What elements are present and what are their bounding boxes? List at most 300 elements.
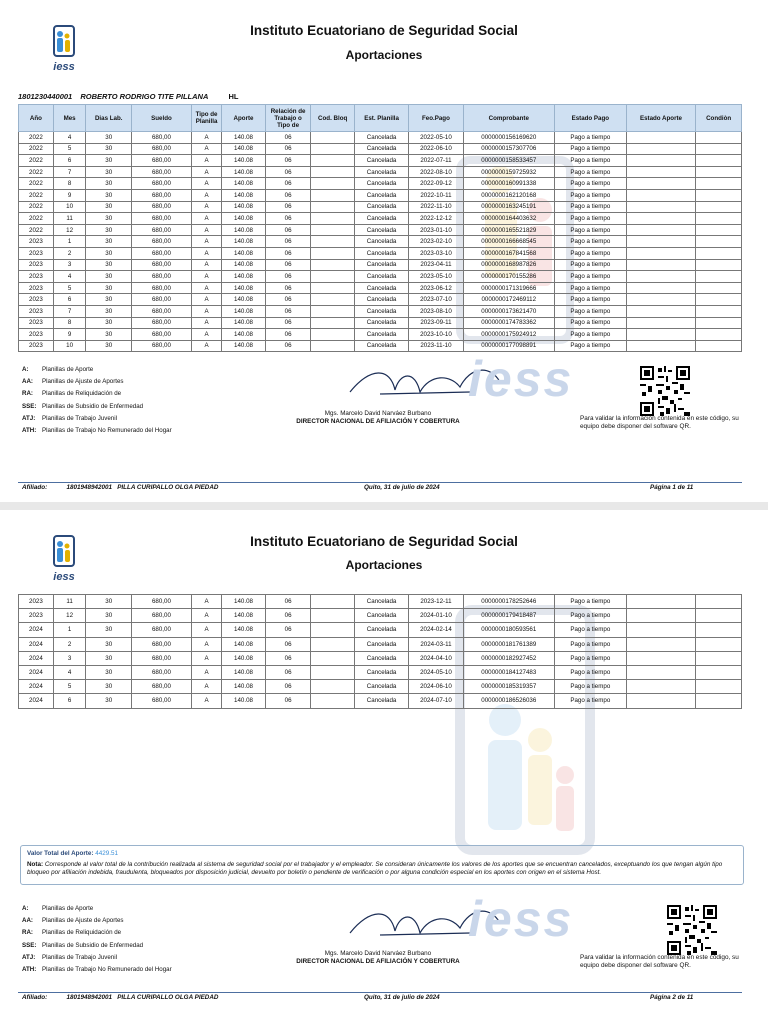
note-text: Corresponde al valor total de la contribución realizada al sistema de seguridad social por el trabajador y el empleador. Se consideran únicamente los valores de los aportes que se encuentran cancelados, exceptuando los que tengan algún tipo bloqueo por afiliación indebida, fraudulenta, bloqueados por disposición judicial, devuelto por boletín o pendiente de verificación o por alguna condición especial en los aportes con origen en el sistema Host. <box>27 861 723 876</box>
table-cell: 2023 <box>19 236 54 248</box>
table-cell: A <box>191 282 221 294</box>
table-cell: 680,00 <box>132 259 192 271</box>
table-cell <box>696 340 742 352</box>
table-cell: 30 <box>86 282 132 294</box>
table-cell: Cancelada <box>354 247 408 259</box>
table-cell <box>311 665 354 679</box>
table-cell: 0000000186526036 <box>463 694 554 708</box>
table-cell: 2023 <box>19 340 54 352</box>
column-header: Mes <box>53 105 86 132</box>
legend-text: Planillas de Subsidio de Enfermedad <box>42 402 144 410</box>
legend-item <box>22 388 172 400</box>
table-cell <box>696 680 742 694</box>
table-cell <box>626 340 696 352</box>
table-cell: 140.08 <box>222 317 265 329</box>
table-cell <box>626 694 696 708</box>
table-cell: 140.08 <box>222 305 265 317</box>
table-cell: 2023-06-12 <box>409 282 463 294</box>
table-cell: 140.08 <box>222 294 265 306</box>
table-cell: Pago a tiempo <box>554 247 626 259</box>
table-cell: Pago a tiempo <box>554 317 626 329</box>
table-cell: 3 <box>53 651 86 665</box>
table-cell: 06 <box>265 329 311 341</box>
table-cell <box>696 201 742 213</box>
legend-text: Planillas de Reliquidación de <box>42 390 122 398</box>
table-cell: 2023 <box>19 317 54 329</box>
footer-page-number: Página 1 de 11 <box>650 484 694 491</box>
table-row <box>19 143 742 155</box>
signatory-role: DIRECTOR NACIONAL DE AFILIACIÓN Y COBERTURA <box>296 418 460 425</box>
footer-label: Afiliado: <box>22 994 48 1001</box>
table-cell: 2022-07-11 <box>409 155 463 167</box>
qr-note: Para validar la información contenida en este código, su equipo debe disponer del software QR. <box>580 954 739 969</box>
table-cell: Cancelada <box>354 213 408 225</box>
table-cell <box>626 609 696 623</box>
table-cell: Cancelada <box>354 609 408 623</box>
footer-affiliate-name: PILLA CURIPALLO OLGA PIEDAD <box>117 484 219 491</box>
table-cell: 0000000160991338 <box>463 178 554 190</box>
column-header: Dias Lab. <box>86 105 132 132</box>
table-cell: 30 <box>86 623 132 637</box>
table-cell: 06 <box>265 294 311 306</box>
table-cell: Pago a tiempo <box>554 282 626 294</box>
footer-affiliate-name: PILLA CURIPALLO OLGA PIEDAD <box>117 994 219 1001</box>
table-cell: Cancelada <box>354 132 408 144</box>
legend-text: Planillas de Subsidio de Enfermedad <box>42 941 144 949</box>
table-cell: Cancelada <box>354 317 408 329</box>
table-cell: Cancelada <box>354 166 408 178</box>
table-cell: Cancelada <box>354 236 408 248</box>
table-cell: Pago a tiempo <box>554 143 626 155</box>
table-cell <box>311 166 354 178</box>
table-cell: Pago a tiempo <box>554 680 626 694</box>
column-header: Feo.Pago <box>409 105 463 132</box>
table-cell: 0000000179418487 <box>463 609 554 623</box>
table-row <box>19 317 742 329</box>
table-cell: 06 <box>265 166 311 178</box>
legend-code: ATJ: <box>22 414 36 422</box>
document-subtitle: Aportaciones <box>345 558 423 572</box>
table-cell: 2024 <box>19 665 54 679</box>
table-cell: 06 <box>265 132 311 144</box>
table-cell: 2023-05-10 <box>409 271 463 283</box>
table-row <box>19 623 742 637</box>
table-cell: A <box>191 201 221 213</box>
table-row <box>19 213 742 225</box>
table-cell: Cancelada <box>354 201 408 213</box>
table-cell: 140.08 <box>222 340 265 352</box>
table-cell: 30 <box>86 665 132 679</box>
table-cell <box>696 665 742 679</box>
table-cell: Pago a tiempo <box>554 340 626 352</box>
table-cell <box>311 224 354 236</box>
table-cell <box>696 282 742 294</box>
table-cell: 2023 <box>19 595 54 609</box>
table-cell: 680,00 <box>132 637 192 651</box>
table-cell <box>696 132 742 144</box>
table-cell: 140.08 <box>222 224 265 236</box>
table-cell: 140.08 <box>222 143 265 155</box>
table-row <box>19 665 742 679</box>
table-cell: Pago a tiempo <box>554 259 626 271</box>
table-row <box>19 201 742 213</box>
table-cell: 30 <box>86 329 132 341</box>
legend-item <box>22 364 172 376</box>
table-row <box>19 236 742 248</box>
footer-divider <box>18 992 742 993</box>
table-row <box>19 178 742 190</box>
table-cell: 06 <box>265 201 311 213</box>
table-cell: 2024 <box>19 623 54 637</box>
table-cell: A <box>191 694 221 708</box>
table-cell: 12 <box>53 609 86 623</box>
table-cell: 0000000172469112 <box>463 294 554 306</box>
table-cell: 140.08 <box>222 213 265 225</box>
table-cell: 4 <box>53 665 86 679</box>
table-cell: 30 <box>86 166 132 178</box>
table-cell: 06 <box>265 637 311 651</box>
legend-text: Planillas de Ajuste de Aportes <box>42 378 124 386</box>
table-cell: 2022 <box>19 155 54 167</box>
table-cell: 2023-12-11 <box>409 595 463 609</box>
table-cell: 2023 <box>19 259 54 271</box>
table-cell: Pago a tiempo <box>554 329 626 341</box>
table-cell: 140.08 <box>222 637 265 651</box>
table-cell: A <box>191 665 221 679</box>
legend-code: SSE: <box>22 402 37 410</box>
table-cell: 2024 <box>19 680 54 694</box>
table-cell: 2024-04-10 <box>409 651 463 665</box>
column-header: Estado Pago <box>554 105 626 132</box>
table-cell: 0000000167841568 <box>463 247 554 259</box>
table-cell: 30 <box>86 651 132 665</box>
table-row <box>19 247 742 259</box>
table-cell <box>311 247 354 259</box>
legend-text: Planillas de Trabajo No Remunerado del Hogar <box>42 427 172 435</box>
table-cell <box>311 213 354 225</box>
table-cell: 680,00 <box>132 132 192 144</box>
signatory <box>282 950 474 966</box>
table-cell: 30 <box>86 595 132 609</box>
column-header: Tipo de Planilla <box>191 105 221 132</box>
table-cell: 0000000171319666 <box>463 282 554 294</box>
table-cell <box>311 132 354 144</box>
footer-divider <box>18 482 742 483</box>
table-cell: 6 <box>53 694 86 708</box>
insured-name: ROBERTO RODRIGO TITE PILLANA <box>80 92 209 101</box>
table-cell: A <box>191 259 221 271</box>
table-cell: 2022 <box>19 143 54 155</box>
table-cell: A <box>191 271 221 283</box>
table-cell: 06 <box>265 213 311 225</box>
table-cell: 11 <box>53 595 86 609</box>
table-cell: Cancelada <box>354 294 408 306</box>
table-cell: 06 <box>265 609 311 623</box>
table-cell <box>311 595 354 609</box>
table-cell: 0000000182927452 <box>463 651 554 665</box>
table-cell: 140.08 <box>222 694 265 708</box>
table-cell <box>311 178 354 190</box>
table-cell: 30 <box>86 155 132 167</box>
svg-text:iess: iess <box>53 61 75 73</box>
table-cell <box>626 236 696 248</box>
table-cell: Pago a tiempo <box>554 665 626 679</box>
table-cell: 2023 <box>19 329 54 341</box>
table-cell <box>626 623 696 637</box>
table-cell: 30 <box>86 201 132 213</box>
table-cell: 30 <box>86 247 132 259</box>
table-row <box>19 282 742 294</box>
table-cell: 2023-04-11 <box>409 259 463 271</box>
qr-code-icon <box>640 366 690 416</box>
iess-watermark-logo: iess <box>468 891 574 947</box>
table-cell: 2022 <box>19 189 54 201</box>
table-cell: 0000000170155286 <box>463 271 554 283</box>
institute-title: Instituto Ecuatoriano de Seguridad Social <box>250 23 518 38</box>
table-cell: 2 <box>53 247 86 259</box>
table-cell: 140.08 <box>222 236 265 248</box>
legend <box>22 364 172 437</box>
table-cell: 2022-12-12 <box>409 213 463 225</box>
column-header: Relación de Trabajo o Tipo de <box>265 105 311 132</box>
insured-line <box>18 92 244 101</box>
table-cell: Pago a tiempo <box>554 155 626 167</box>
table-cell: 06 <box>265 680 311 694</box>
table-cell: 0000000185319357 <box>463 680 554 694</box>
signatory-name: Mgs. Marcelo David Narváez Burbano <box>324 410 432 417</box>
table-cell: 680,00 <box>132 623 192 637</box>
table-cell <box>626 294 696 306</box>
table-cell: 30 <box>86 224 132 236</box>
table-cell: Cancelada <box>354 189 408 201</box>
table-cell: 30 <box>86 236 132 248</box>
table-cell: 140.08 <box>222 189 265 201</box>
table-cell: Cancelada <box>354 155 408 167</box>
table-cell: 0000000177098891 <box>463 340 554 352</box>
table-cell: 680,00 <box>132 694 192 708</box>
table-row <box>19 651 742 665</box>
legend-item <box>22 401 172 413</box>
table-cell: 06 <box>265 305 311 317</box>
table-cell: 2024-01-10 <box>409 609 463 623</box>
table-cell: 06 <box>265 651 311 665</box>
table-row <box>19 271 742 283</box>
table-cell: 30 <box>86 317 132 329</box>
table-cell: Pago a tiempo <box>554 201 626 213</box>
table-cell <box>626 155 696 167</box>
table-cell: A <box>191 294 221 306</box>
table-cell: 140.08 <box>222 651 265 665</box>
table-cell: Pago a tiempo <box>554 224 626 236</box>
table-cell: 2022-10-11 <box>409 189 463 201</box>
table-cell <box>696 224 742 236</box>
page-1 <box>0 0 768 500</box>
table-cell: 2 <box>53 637 86 651</box>
table-cell: 2022 <box>19 201 54 213</box>
table-cell: A <box>191 155 221 167</box>
legend-code: RA: <box>22 929 33 937</box>
table-cell: 06 <box>265 236 311 248</box>
table-cell: Pago a tiempo <box>554 213 626 225</box>
table-cell <box>696 259 742 271</box>
iess-watermark-logo: iess <box>468 351 574 407</box>
table-cell <box>696 651 742 665</box>
table-cell: 30 <box>86 271 132 283</box>
table-cell <box>696 247 742 259</box>
table-cell: Cancelada <box>354 340 408 352</box>
table-cell: Pago a tiempo <box>554 189 626 201</box>
table-cell: 2024 <box>19 651 54 665</box>
footer-affiliate <box>22 484 218 491</box>
qr-note: Para validar la información contenida en este código, su equipo debe disponer del software QR. <box>580 415 739 430</box>
table-row <box>19 305 742 317</box>
table-cell: 140.08 <box>222 282 265 294</box>
table-cell: 680,00 <box>132 247 192 259</box>
table-row <box>19 694 742 708</box>
footer-date: Quito, 31 de julio de 2024 <box>364 994 440 1001</box>
table-cell <box>626 305 696 317</box>
table-cell <box>626 282 696 294</box>
table-cell: 2024-03-11 <box>409 637 463 651</box>
table-row <box>19 155 742 167</box>
table-cell: 1 <box>53 623 86 637</box>
table-cell: 1 <box>53 236 86 248</box>
table-cell: Pago a tiempo <box>554 271 626 283</box>
table-cell: A <box>191 317 221 329</box>
table-cell: 680,00 <box>132 155 192 167</box>
table-row <box>19 224 742 236</box>
table-cell: 06 <box>265 665 311 679</box>
table-cell: A <box>191 609 221 623</box>
table-cell: 680,00 <box>132 166 192 178</box>
table-cell: 12 <box>53 224 86 236</box>
table-cell: Pago a tiempo <box>554 595 626 609</box>
table-cell: Cancelada <box>354 694 408 708</box>
legend-code: A: <box>22 366 29 373</box>
table-cell <box>626 213 696 225</box>
table-cell <box>696 143 742 155</box>
table-cell: 0000000159725932 <box>463 166 554 178</box>
qr-code-icon <box>667 905 717 955</box>
table-cell: 2023 <box>19 294 54 306</box>
table-cell: 2024-05-10 <box>409 665 463 679</box>
legend-text: Planillas de Trabajo Juvenil <box>42 953 117 961</box>
table-row <box>19 132 742 144</box>
table-cell <box>696 637 742 651</box>
table-cell: 2022-11-10 <box>409 201 463 213</box>
table-cell <box>626 317 696 329</box>
table-cell: 0000000162120168 <box>463 189 554 201</box>
table-cell <box>626 247 696 259</box>
table-cell: 30 <box>86 213 132 225</box>
table-cell <box>311 305 354 317</box>
table-cell: Cancelada <box>354 595 408 609</box>
table-row <box>19 294 742 306</box>
table-cell: 0000000174783362 <box>463 317 554 329</box>
note-label: Nota: <box>27 861 44 868</box>
total-label: Valor Total del Aporte: <box>27 850 94 857</box>
table-cell: A <box>191 680 221 694</box>
table-cell <box>311 623 354 637</box>
signatory <box>282 410 474 426</box>
table-cell: 9 <box>53 189 86 201</box>
table-cell: 0000000180593561 <box>463 623 554 637</box>
legend-code: RA: <box>22 390 33 398</box>
table-cell <box>696 317 742 329</box>
table-cell: 30 <box>86 294 132 306</box>
table-cell <box>311 329 354 341</box>
footer-affiliate <box>22 994 218 1001</box>
table-cell: 2024-06-10 <box>409 680 463 694</box>
table-cell: 2024 <box>19 637 54 651</box>
table-cell: 2022-06-10 <box>409 143 463 155</box>
table-cell: 2022-09-12 <box>409 178 463 190</box>
table-cell: 30 <box>86 132 132 144</box>
table-cell <box>626 178 696 190</box>
table-cell: A <box>191 595 221 609</box>
footer-page-number: Página 2 de 11 <box>650 994 694 1001</box>
table-cell: Pago a tiempo <box>554 294 626 306</box>
table-cell: Cancelada <box>354 224 408 236</box>
table-cell <box>626 189 696 201</box>
table-cell: 2023 <box>19 271 54 283</box>
table-cell: 10 <box>53 340 86 352</box>
table-cell: 5 <box>53 282 86 294</box>
column-header: Est. Planilla <box>354 105 408 132</box>
table-cell: 2023-09-11 <box>409 317 463 329</box>
table-cell <box>311 694 354 708</box>
page-separator <box>0 502 768 510</box>
table-cell: 06 <box>265 224 311 236</box>
table-cell: 0000000181761389 <box>463 637 554 651</box>
table-cell: 30 <box>86 305 132 317</box>
table-cell: 06 <box>265 155 311 167</box>
table-cell: Cancelada <box>354 143 408 155</box>
legend-item <box>22 952 172 964</box>
table-cell <box>311 259 354 271</box>
table-cell: 680,00 <box>132 609 192 623</box>
table-cell: 2023-08-10 <box>409 305 463 317</box>
table-cell: 680,00 <box>132 201 192 213</box>
total-note <box>27 861 737 877</box>
table-cell <box>311 236 354 248</box>
table-cell: A <box>191 143 221 155</box>
table-cell: 6 <box>53 155 86 167</box>
table-cell: 2023 <box>19 282 54 294</box>
table-cell <box>311 651 354 665</box>
totals-box <box>20 845 744 885</box>
table-cell: 0000000175924912 <box>463 329 554 341</box>
footer-affiliate-id: 1801948942001 <box>66 994 112 1001</box>
table-cell: 8 <box>53 317 86 329</box>
legend-item <box>22 903 172 915</box>
table-cell: 5 <box>53 143 86 155</box>
table-cell: 140.08 <box>222 259 265 271</box>
table-cell: 06 <box>265 178 311 190</box>
table-cell: 30 <box>86 259 132 271</box>
table-cell: 2022 <box>19 224 54 236</box>
column-header: Estado Aporte <box>626 105 696 132</box>
table-cell: 30 <box>86 637 132 651</box>
table-cell: 680,00 <box>132 329 192 341</box>
table-cell <box>696 623 742 637</box>
table-row <box>19 259 742 271</box>
table-cell: 06 <box>265 282 311 294</box>
table-cell: 6 <box>53 294 86 306</box>
table-cell: 2022 <box>19 178 54 190</box>
table-cell: 2024 <box>19 694 54 708</box>
table-cell: 140.08 <box>222 609 265 623</box>
